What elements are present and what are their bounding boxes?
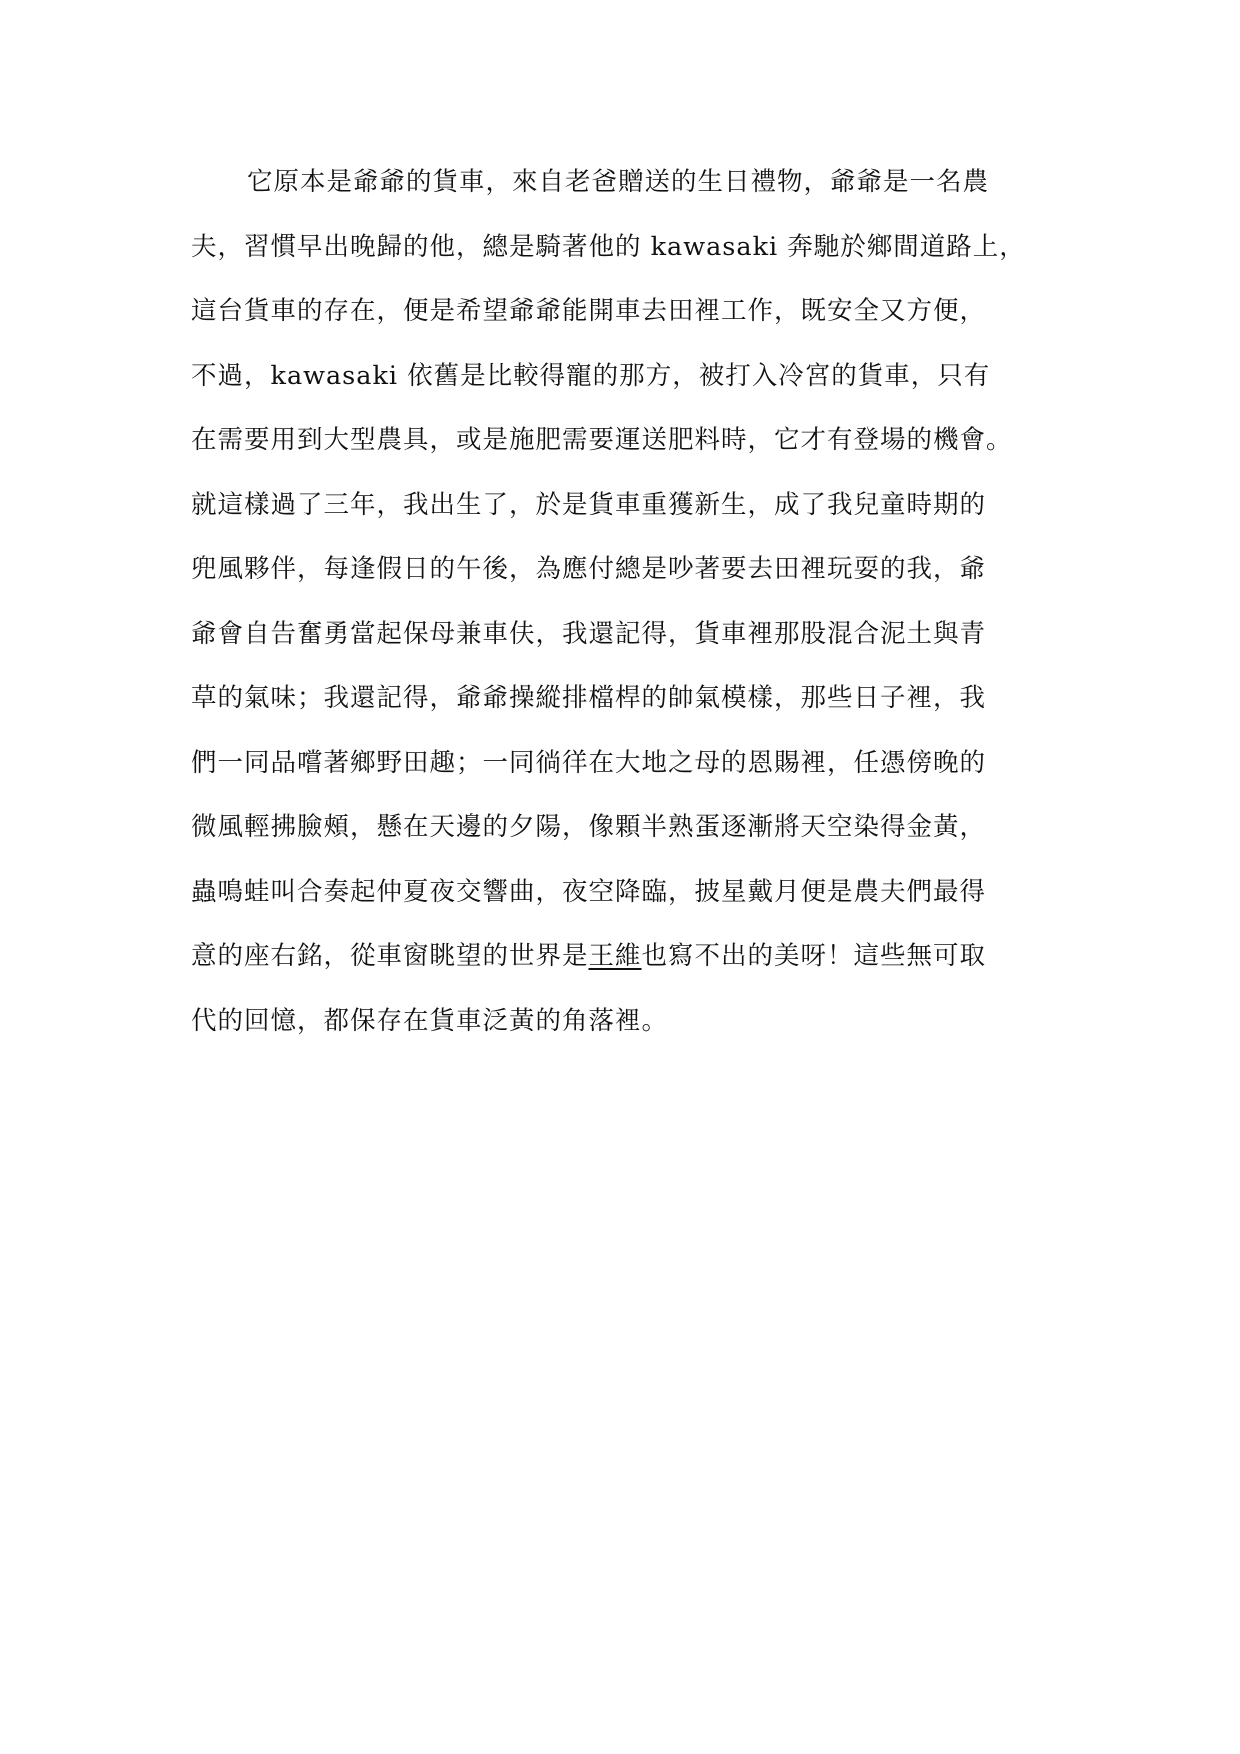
paragraph-line: 們一同品嚐著鄉野田趣；一同徜徉在大地之母的恩賜裡，任憑傍晚的 <box>191 747 987 778</box>
paragraph-line: 就這樣過了三年，我出生了，於是貨車重獲新生，成了我兒童時期的 <box>191 489 987 520</box>
paragraph-line: 爺會自告奮勇當起保母兼車伕，我還記得，貨車裡那股混合泥土與青 <box>191 618 987 649</box>
paragraph-line: 在需要用到大型農具，或是施肥需要運送肥料時，它才有登場的機會。 <box>191 425 1013 455</box>
paragraph-line: 蟲鳴蛙叫合奏起仲夏夜交響曲，夜空降臨，披星戴月便是農夫們最得 <box>191 876 987 907</box>
paragraph-line: 兜風夥伴，每逢假日的午後，為應付總是吵著要去田裡玩耍的我，爺 <box>191 554 987 584</box>
line-text-before: 意的座右銘，從車窗眺望的世界是 <box>191 941 589 971</box>
paragraph-line: 它原本是爺爺的貨車，來自老爸贈送的生日禮物，爺爺是一名農 <box>247 167 990 197</box>
essay-paragraph <box>191 168 1051 1071</box>
paragraph-line: 微風輕拂臉頰，懸在天邊的夕陽，像顆半熟蛋逐漸將天空染得金黃， <box>191 812 987 842</box>
underlined-name: 王維 <box>588 941 642 971</box>
paragraph-line <box>191 942 1051 1007</box>
paragraph-line: 不過，kawasaki 依舊是比較得寵的那方，被打入冷宮的貨車，只有 <box>191 360 991 391</box>
paragraph-line: 代的回憶，都保存在貨車泛黃的角落裡。 <box>191 1005 669 1036</box>
line-text-after: 也寫不出的美呀！這些無可取 <box>641 941 987 971</box>
paragraph-line: 這台貨車的存在，便是希望爺爺能開車去田裡工作，既安全又方便， <box>191 296 987 326</box>
paragraph-line: 夫，習慣早出晚歸的他，總是騎著他的 kawasaki 奔馳於鄉間道路上， <box>191 231 1026 262</box>
paragraph-line: 草的氣味；我還記得，爺爺操縱排檔桿的帥氣模樣，那些日子裡，我 <box>191 683 987 713</box>
